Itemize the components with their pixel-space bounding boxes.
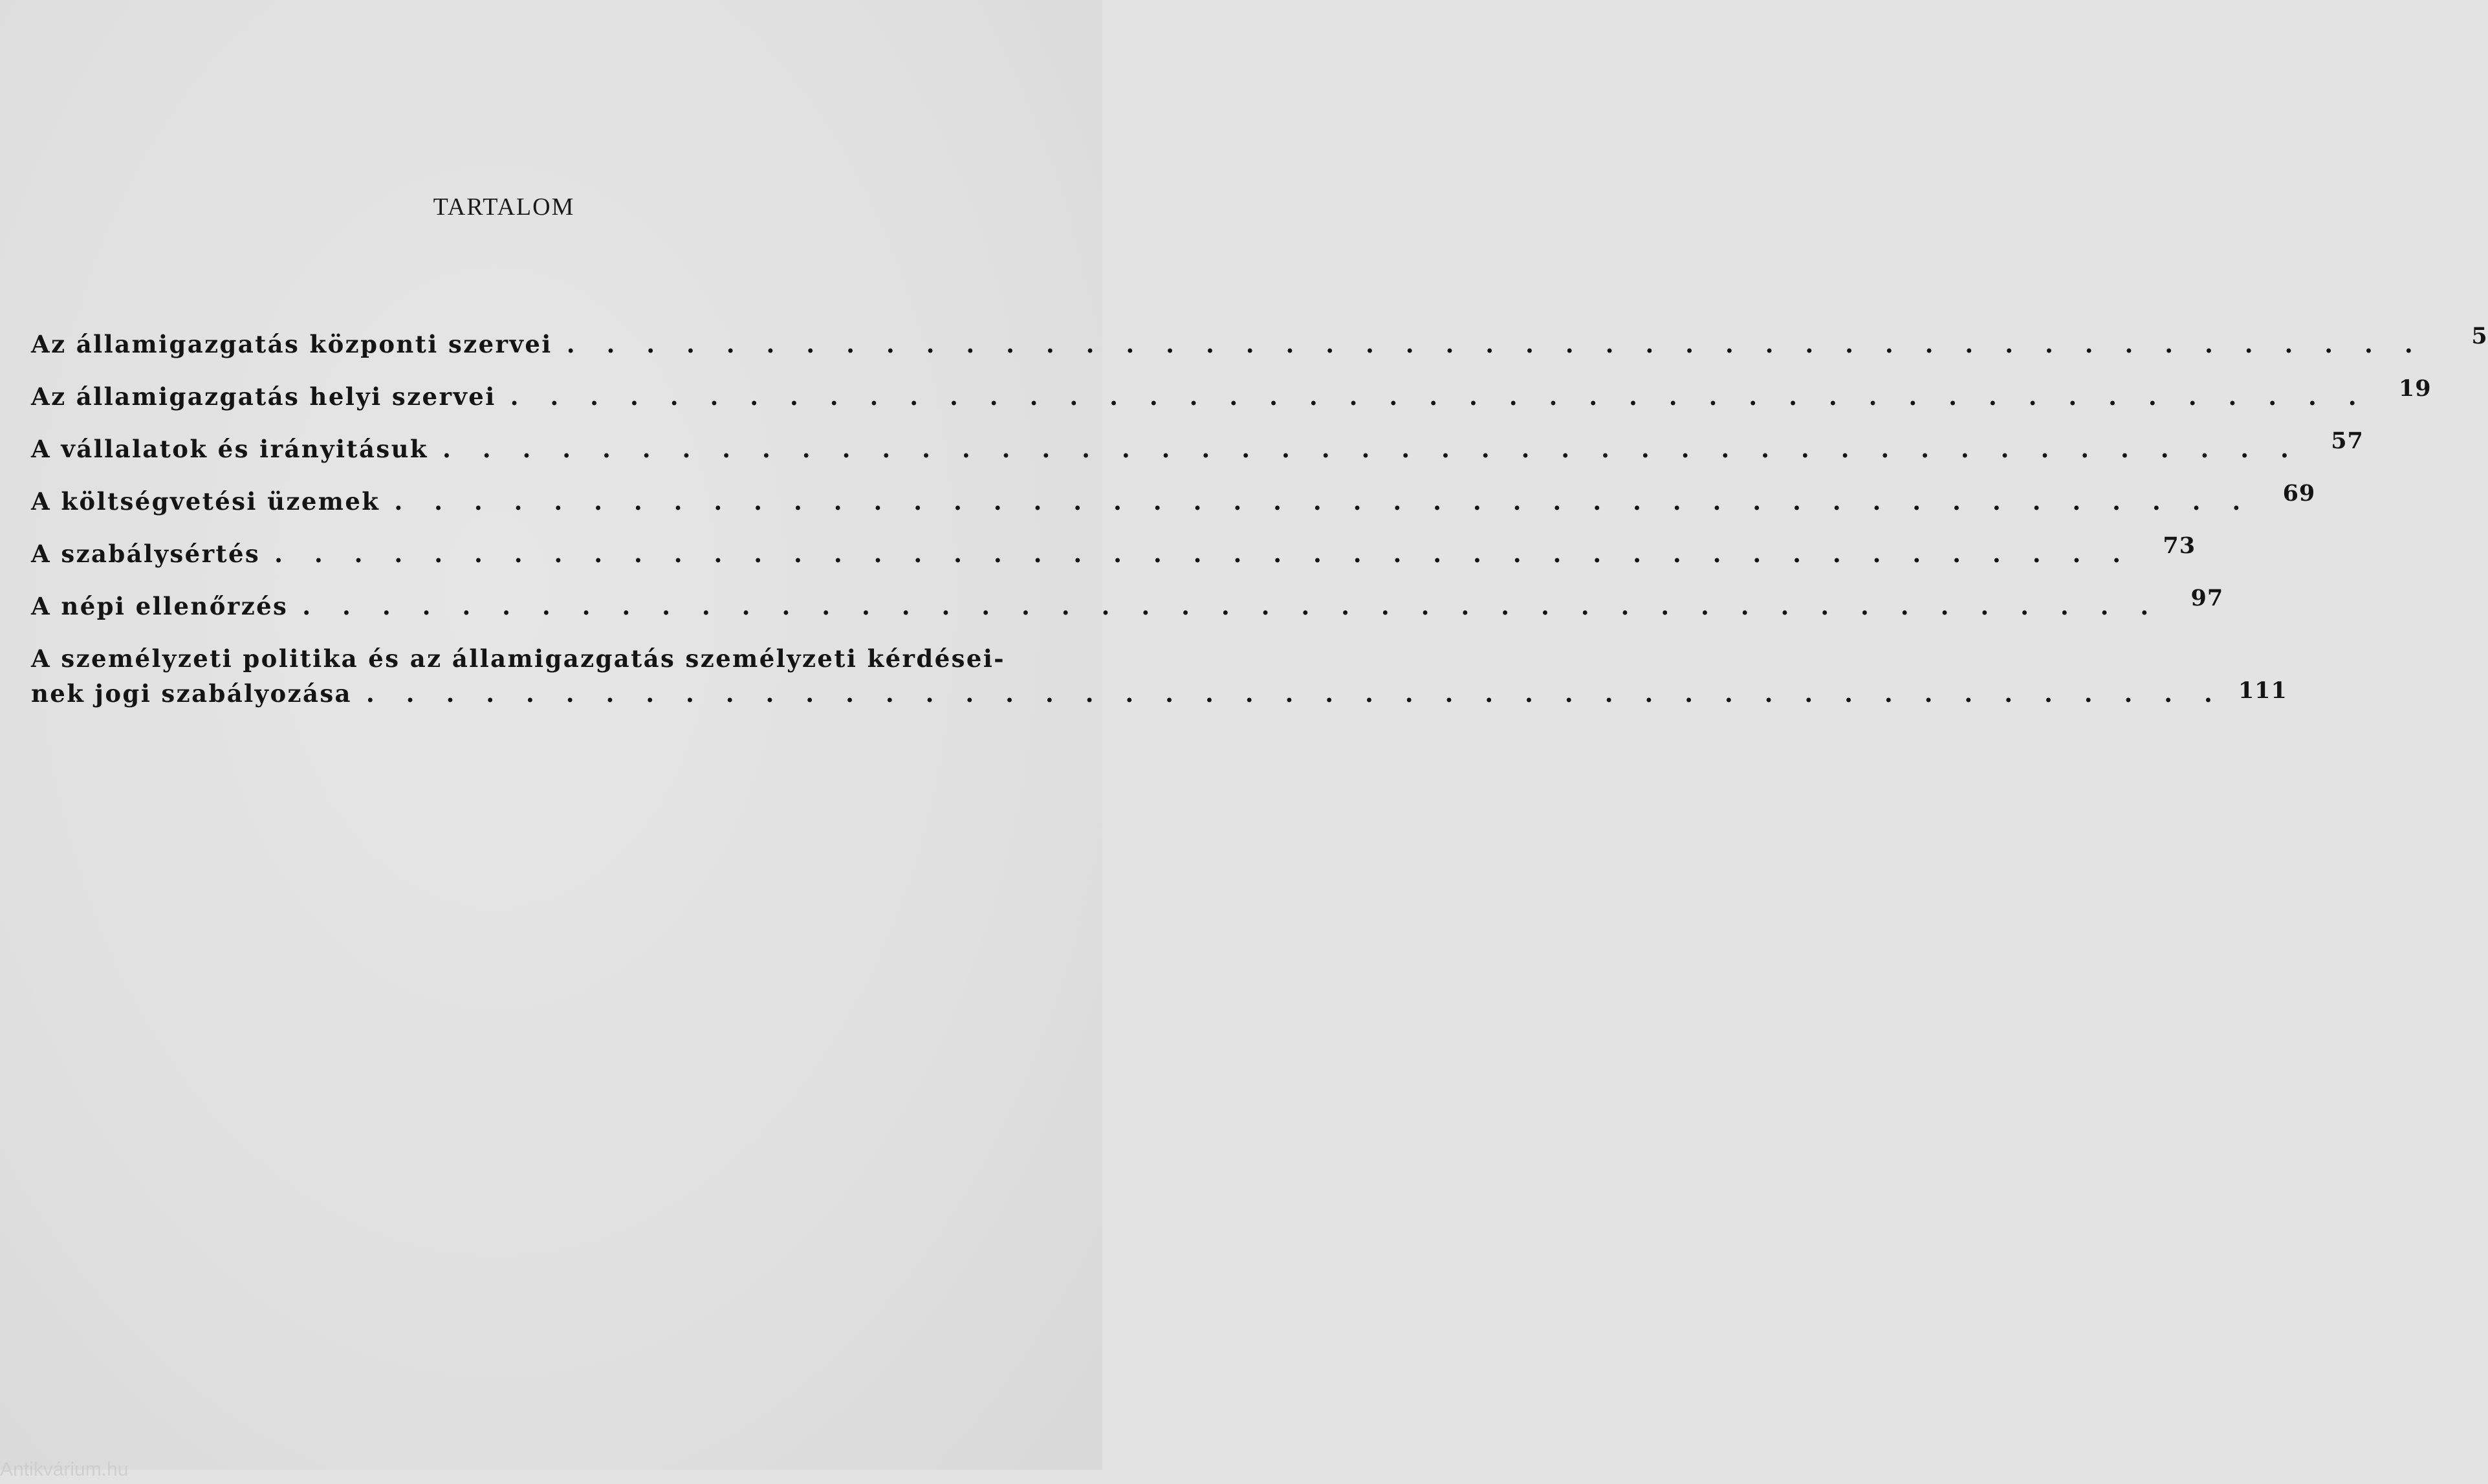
dot-leader: . . . . . . . . . . . . . . . . . . . . . . . . . . . . . . . . . . . . . . . . . . . . . . .	[442, 435, 2300, 463]
toc-entry	[31, 585, 2224, 644]
toc-entry	[31, 375, 2432, 435]
toc-entry-title: A szabálysértés	[31, 540, 261, 568]
toc-entry	[31, 480, 2316, 540]
toc-page-number: 73	[2163, 532, 2196, 559]
toc-entry-title-line2: nek jogi szabályozása	[31, 679, 352, 708]
toc-entry-title: Az államigazgatás központi szervei	[31, 330, 552, 358]
toc-entry-title: A népi ellenőrzés	[31, 592, 289, 620]
toc-page-number: 57	[2331, 428, 2364, 454]
toc-page-number: 19	[2398, 375, 2432, 402]
toc-entry-title: A költségvetési üzemek	[31, 487, 380, 516]
watermark: Antikvárium.hu	[0, 1459, 129, 1480]
toc-entry-title: Az államigazgatás helyi szervei	[31, 382, 496, 411]
toc-page-number: 111	[2238, 677, 2287, 704]
dot-leader: . . . . . . . . . . . . . . . . . . . . . . . . . . . . . . . . . . . . . . . . . . . . . . .	[274, 540, 2133, 568]
dot-leader: . . . . . . . . . . . . . . . . . . . . . . . . . . . . . . . . . . . . . . . . . . . . . . .	[566, 330, 2425, 358]
toc-entry	[31, 428, 2364, 487]
toc-page-number: 97	[2190, 585, 2224, 611]
dot-leader: . . . . . . . . . . . . . . . . . . . . . . . . . . . . . . . . . . . . . . . . . . . . . . .	[302, 592, 2161, 620]
toc-entry-multiline	[31, 644, 2287, 735]
dot-leader: . . . . . . . . . . . . . . . . . . . . . . . . . . . . . . . . . . . . . . . . . . . . . . .	[394, 487, 2253, 516]
table-of-contents	[31, 323, 2488, 735]
toc-entry-title-line1: A személyzeti politika és az államigazgatás személyzeti kérdései-	[31, 644, 1006, 673]
page-title: TARTALOM	[433, 193, 575, 221]
dot-leader: . . . . . . . . . . . . . . . . . . . . . . . . . . . . . . . . . . . . . . . . . . . . . . .	[366, 679, 2224, 708]
dot-leader: . . . . . . . . . . . . . . . . . . . . . . . . . . . . . . . . . . . . . . . . . . . . . . .	[510, 382, 2368, 411]
toc-page-number: 69	[2282, 480, 2316, 507]
toc-entry	[31, 532, 2196, 592]
toc-entry-title: A vállalatok és irányitásuk	[31, 435, 428, 463]
toc-page-number: 5	[2471, 323, 2488, 349]
toc-entry	[31, 323, 2488, 382]
